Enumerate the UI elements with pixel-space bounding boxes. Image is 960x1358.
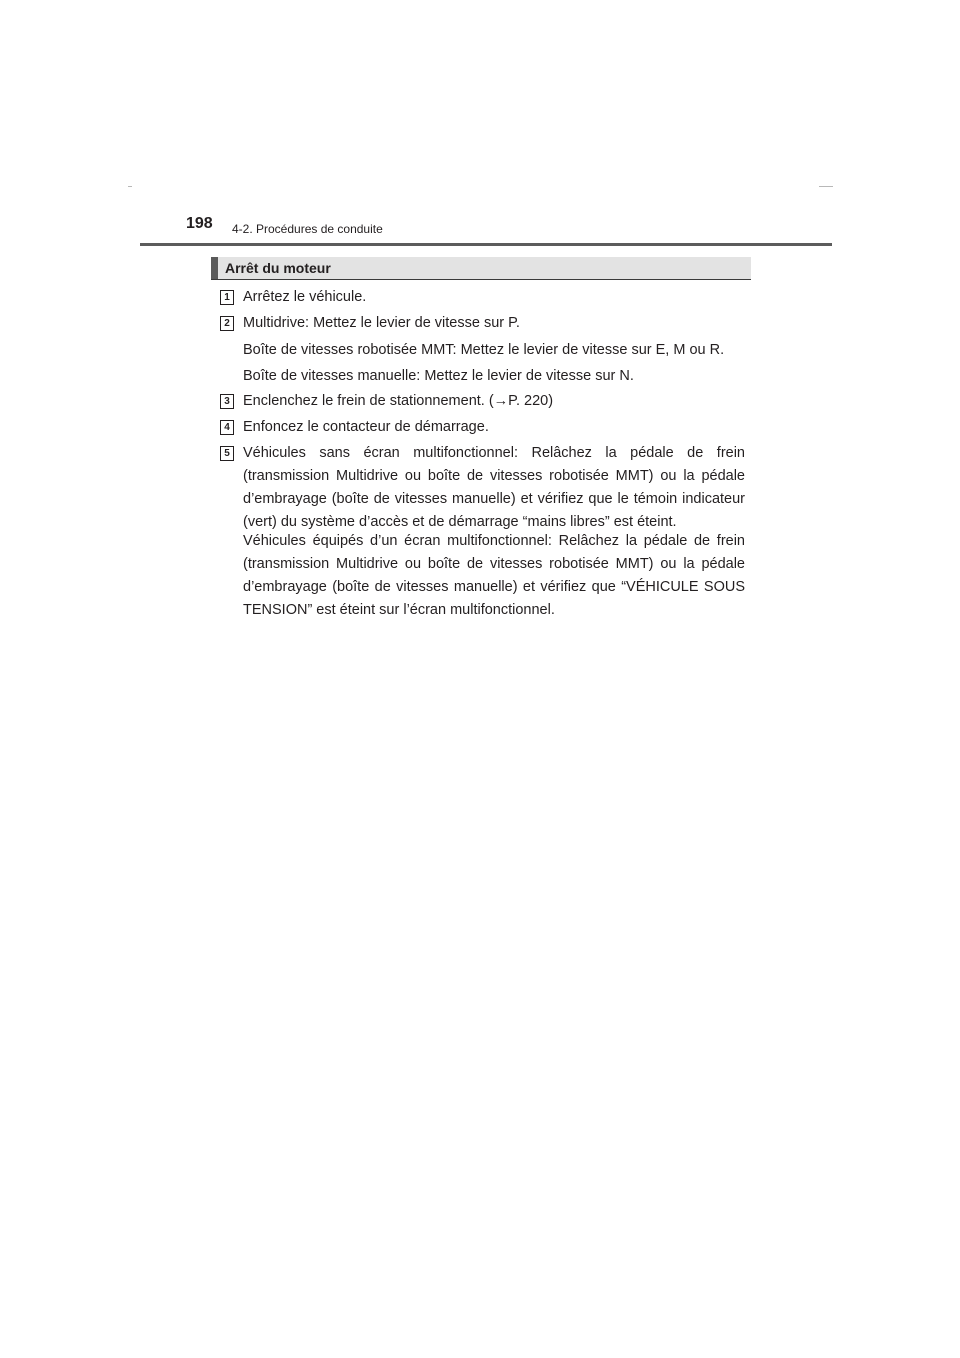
running-header: 4-2. Procédures de conduite xyxy=(232,222,383,236)
step-badge-1: 1 xyxy=(220,290,234,305)
step-badge-2: 2 xyxy=(220,316,234,331)
step-badge-3: 3 xyxy=(220,394,234,409)
step-3-text: Enclenchez le frein de stationnement. (→P. 220) xyxy=(243,393,554,409)
section-title: Arrêt du moteur xyxy=(225,260,331,276)
step-5-paragraph-with-display: Véhicules équipés d’un écran multifonctionnel: Relâchez la pédale de frein (transmission Multidrive ou boîte de vitesses robotisée MMT) ou la pédale d’embrayage (boîte de vitesses manuelle) et vérifiez que “VÉHICULE SOUS TENSION” est éteint sur l’écran multifonctionnel. xyxy=(243,533,745,618)
crop-mark-left xyxy=(128,186,132,187)
page-number: 198 xyxy=(186,215,213,232)
crop-mark-right xyxy=(819,186,833,187)
section-heading xyxy=(211,257,751,280)
step-4-text: Enfoncez le contacteur de démarrage. xyxy=(243,419,489,435)
step-2-text-multidrive: Multidrive: Mettez le levier de vitesse sur P. xyxy=(243,315,520,331)
step-1-text: Arrêtez le véhicule. xyxy=(243,289,367,305)
step-5-paragraph-no-display: Véhicules sans écran multifonctionnel: Relâchez la pédale de frein (transmission Multidrive ou boîte de vitesses robotisée MMT) ou la pédale d’embrayage (boîte de vitesses manuelle) et vérifiez que le témoin indicateur (vert) du système d’accès et de démarrage “mains libres” est éteint. xyxy=(243,445,745,530)
step-2-text-manual: Boîte de vitesses manuelle: Mettez le levier de vitesse sur N. xyxy=(243,368,634,384)
step-badge-4: 4 xyxy=(220,420,234,435)
section-heading-bar xyxy=(211,257,218,279)
step-2-text-mmt: Boîte de vitesses robotisée MMT: Mettez le levier de vitesse sur E, M ou R. xyxy=(243,342,725,358)
header-rule xyxy=(140,243,832,246)
step-badge-5: 5 xyxy=(220,446,234,461)
